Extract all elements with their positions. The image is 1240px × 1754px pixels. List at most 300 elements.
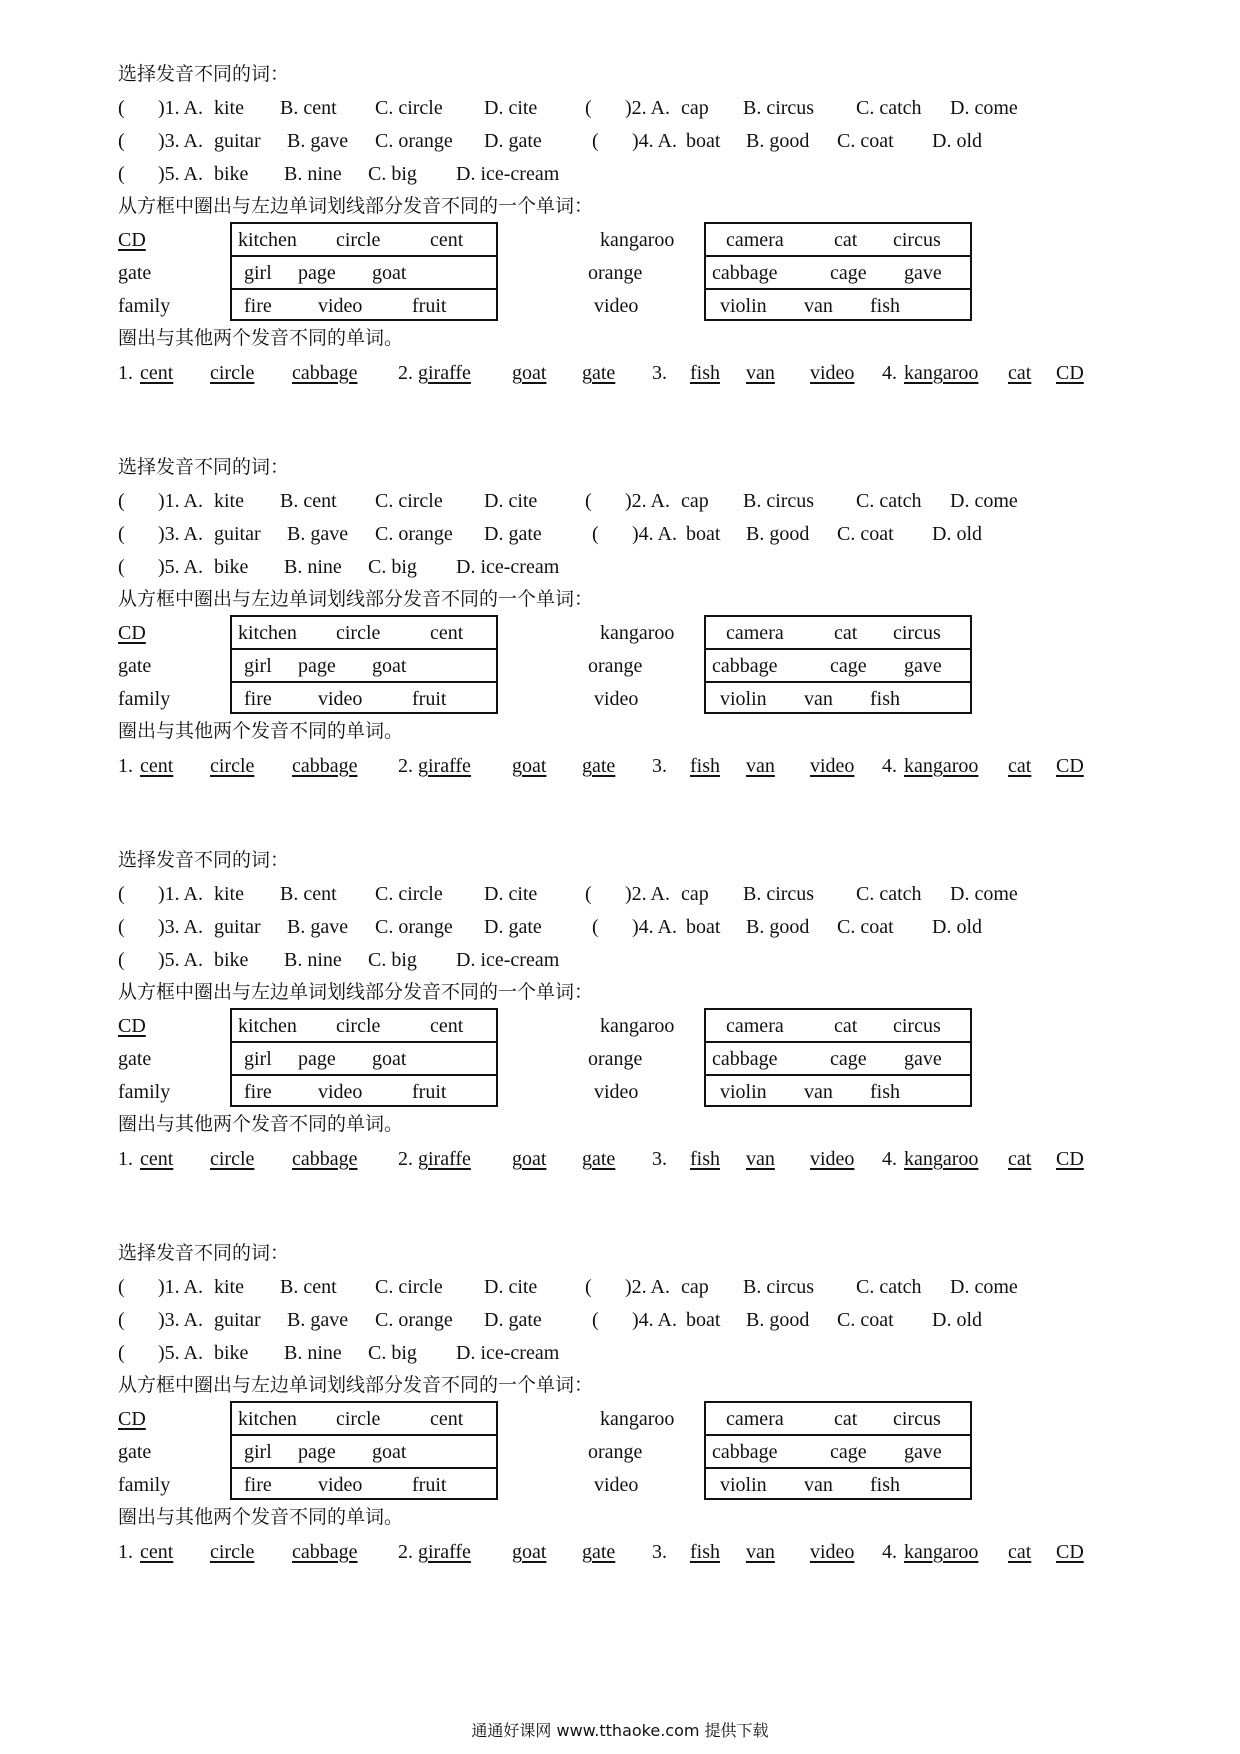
- option-c: C. catch: [856, 490, 922, 512]
- box-divider: [704, 255, 972, 257]
- box-word: violin: [720, 1474, 767, 1496]
- box-right-label: video: [594, 1081, 639, 1103]
- option-a: bike: [214, 556, 249, 578]
- circle-word: cat: [1008, 755, 1032, 777]
- option-b: B. nine: [284, 949, 342, 971]
- box-word: cat: [834, 1015, 858, 1037]
- option-d: D. cite: [484, 1276, 538, 1298]
- option-d: D. ice-cream: [456, 556, 560, 578]
- circle-word: fish: [690, 1541, 720, 1563]
- box-divider: [230, 288, 498, 290]
- box-divider: [704, 1074, 972, 1076]
- group-number: 3.: [652, 1148, 667, 1170]
- option-c: C. circle: [375, 1276, 443, 1298]
- option-b: B. good: [746, 1309, 810, 1331]
- box-left-label: CD: [118, 622, 146, 644]
- option-b: B. gave: [287, 1309, 349, 1331]
- box-word: fire: [244, 1081, 272, 1103]
- circle-word: fish: [690, 362, 720, 384]
- option-d: D. come: [950, 97, 1018, 119]
- instruction-box: 从方框中圈出与左边单词划线部分发音不同的一个单词：: [118, 195, 594, 217]
- box-word: fruit: [412, 1474, 447, 1496]
- answer-paren: (: [118, 556, 125, 578]
- instruction-circle: 圈出与其他两个发音不同的单词。: [118, 720, 404, 742]
- question-number: )5. A.: [158, 163, 203, 185]
- box-word: cat: [834, 622, 858, 644]
- box-word: girl: [244, 1441, 272, 1463]
- answer-paren: (: [118, 97, 125, 119]
- box-word: van: [804, 688, 833, 710]
- option-c: C. coat: [837, 523, 894, 545]
- circle-word: van: [746, 362, 775, 384]
- box-divider: [704, 681, 972, 683]
- circle-word: giraffe: [418, 1148, 471, 1170]
- answer-paren: (: [592, 1309, 599, 1331]
- box-word: goat: [372, 262, 407, 284]
- option-d: D. gate: [484, 130, 542, 152]
- box-right-label: orange: [588, 655, 643, 677]
- option-b: B. gave: [287, 916, 349, 938]
- box-word: fish: [870, 1474, 900, 1496]
- option-a: boat: [686, 523, 721, 545]
- circle-word: video: [810, 1148, 855, 1170]
- box-right-label: kangaroo: [600, 622, 675, 644]
- question-number: )5. A.: [158, 1342, 203, 1364]
- question-number: )5. A.: [158, 949, 203, 971]
- box-word: cabbage: [712, 655, 778, 677]
- box-divider: [230, 681, 498, 683]
- box-word: cage: [830, 1441, 867, 1463]
- circle-word: cabbage: [292, 1541, 358, 1563]
- circle-word: cent: [140, 755, 174, 777]
- question-number: )4. A.: [632, 130, 677, 152]
- circle-word: cent: [140, 1541, 174, 1563]
- box-word: cage: [830, 1048, 867, 1070]
- box-word: gave: [904, 1441, 942, 1463]
- option-a: kite: [214, 883, 244, 905]
- question-number: )5. A.: [158, 556, 203, 578]
- group-number: 4.: [882, 755, 897, 777]
- box-left-label: CD: [118, 1408, 146, 1430]
- box-right-label: orange: [588, 1048, 643, 1070]
- option-b: B. cent: [280, 1276, 337, 1298]
- box-word: fruit: [412, 1081, 447, 1103]
- option-c: C. coat: [837, 1309, 894, 1331]
- question-number: )3. A.: [158, 916, 203, 938]
- instruction-choose: 选择发音不同的词：: [118, 849, 290, 871]
- instruction-circle: 圈出与其他两个发音不同的单词。: [118, 1113, 404, 1135]
- circle-word: cent: [140, 362, 174, 384]
- worksheet-section-1: [0, 0, 1240, 384]
- option-b: B. cent: [280, 490, 337, 512]
- circle-word: gate: [582, 1148, 616, 1170]
- circle-word: CD: [1056, 755, 1084, 777]
- box-left-label: family: [118, 1081, 171, 1103]
- box-word: cent: [430, 1408, 464, 1430]
- option-c: C. circle: [375, 97, 443, 119]
- circle-word: goat: [512, 362, 547, 384]
- option-c: C. catch: [856, 97, 922, 119]
- circle-word: gate: [582, 1541, 616, 1563]
- circle-word: cabbage: [292, 1148, 358, 1170]
- box-divider: [230, 1041, 498, 1043]
- box-word: cabbage: [712, 262, 778, 284]
- box-word: fire: [244, 1474, 272, 1496]
- option-d: D. cite: [484, 883, 538, 905]
- circle-word: cat: [1008, 362, 1032, 384]
- group-number: 4.: [882, 1148, 897, 1170]
- group-number: 3.: [652, 1541, 667, 1563]
- option-c: C. orange: [375, 916, 453, 938]
- option-d: D. come: [950, 883, 1018, 905]
- circle-word: cabbage: [292, 755, 358, 777]
- option-a: guitar: [214, 1309, 261, 1331]
- option-a: boat: [686, 916, 721, 938]
- option-d: D. gate: [484, 523, 542, 545]
- box-word: goat: [372, 655, 407, 677]
- circle-word: fish: [690, 755, 720, 777]
- box-word: cat: [834, 229, 858, 251]
- box-word: girl: [244, 655, 272, 677]
- option-d: D. ice-cream: [456, 949, 560, 971]
- group-number: 2.: [398, 362, 413, 384]
- option-a: kite: [214, 490, 244, 512]
- question-number: )1. A.: [158, 883, 203, 905]
- question-number: )3. A.: [158, 523, 203, 545]
- box-word: video: [318, 688, 363, 710]
- circle-word: circle: [210, 755, 255, 777]
- box-left-label: family: [118, 688, 171, 710]
- option-a: boat: [686, 1309, 721, 1331]
- box-word: page: [298, 1048, 336, 1070]
- box-divider: [704, 1041, 972, 1043]
- option-a: cap: [681, 490, 709, 512]
- box-word: cat: [834, 1408, 858, 1430]
- box-word: fruit: [412, 295, 447, 317]
- group-number: 4.: [882, 362, 897, 384]
- box-word: cent: [430, 622, 464, 644]
- question-number: )1. A.: [158, 1276, 203, 1298]
- option-d: D. old: [932, 1309, 982, 1331]
- answer-paren: (: [118, 130, 125, 152]
- answer-paren: (: [585, 97, 592, 119]
- box-word: cent: [430, 229, 464, 251]
- group-number: 2.: [398, 1148, 413, 1170]
- option-b: B. cent: [280, 97, 337, 119]
- box-divider: [230, 648, 498, 650]
- box-word: violin: [720, 295, 767, 317]
- option-b: B. gave: [287, 523, 349, 545]
- circle-word: cat: [1008, 1541, 1032, 1563]
- option-a: kite: [214, 1276, 244, 1298]
- option-d: D. cite: [484, 97, 538, 119]
- box-word: van: [804, 1081, 833, 1103]
- box-divider: [230, 1467, 498, 1469]
- answer-paren: (: [118, 883, 125, 905]
- box-word: circle: [336, 622, 381, 644]
- box-divider: [230, 1074, 498, 1076]
- box-word: kitchen: [238, 229, 297, 251]
- question-number: )4. A.: [632, 523, 677, 545]
- option-b: B. circus: [743, 490, 815, 512]
- instruction-circle: 圈出与其他两个发音不同的单词。: [118, 327, 404, 349]
- answer-paren: (: [592, 130, 599, 152]
- option-c: C. orange: [375, 1309, 453, 1331]
- box-divider: [704, 1434, 972, 1436]
- option-d: D. old: [932, 523, 982, 545]
- worksheet-section-4: [0, 1179, 1240, 1563]
- option-a: guitar: [214, 523, 261, 545]
- circle-word: giraffe: [418, 362, 471, 384]
- box-word: cabbage: [712, 1048, 778, 1070]
- box-word: girl: [244, 262, 272, 284]
- worksheet-section-3: [0, 786, 1240, 1170]
- box-divider: [230, 1434, 498, 1436]
- circle-word: CD: [1056, 1541, 1084, 1563]
- instruction-choose: 选择发音不同的词：: [118, 456, 290, 478]
- box-divider: [704, 648, 972, 650]
- circle-word: giraffe: [418, 755, 471, 777]
- box-word: camera: [726, 1408, 784, 1430]
- circle-word: video: [810, 755, 855, 777]
- instruction-circle: 圈出与其他两个发音不同的单词。: [118, 1506, 404, 1528]
- box-right-label: kangaroo: [600, 229, 675, 251]
- option-c: C. orange: [375, 523, 453, 545]
- answer-paren: (: [592, 523, 599, 545]
- option-c: C. orange: [375, 130, 453, 152]
- option-b: B. circus: [743, 883, 815, 905]
- answer-paren: (: [118, 523, 125, 545]
- circle-word: cent: [140, 1148, 174, 1170]
- box-word: circle: [336, 1015, 381, 1037]
- circle-word: circle: [210, 1541, 255, 1563]
- box-word: gave: [904, 262, 942, 284]
- answer-paren: (: [118, 1276, 125, 1298]
- answer-paren: (: [118, 490, 125, 512]
- question-number: )2. A.: [625, 490, 670, 512]
- option-b: B. nine: [284, 556, 342, 578]
- worksheet-section-2: [0, 393, 1240, 777]
- option-d: D. gate: [484, 916, 542, 938]
- option-a: cap: [681, 883, 709, 905]
- answer-paren: (: [592, 916, 599, 938]
- circle-word: kangaroo: [904, 1541, 979, 1563]
- box-word: fire: [244, 688, 272, 710]
- option-c: C. big: [368, 1342, 417, 1364]
- option-a: bike: [214, 949, 249, 971]
- question-number: )3. A.: [158, 1309, 203, 1331]
- box-left-label: CD: [118, 1015, 146, 1037]
- option-a: cap: [681, 1276, 709, 1298]
- box-right-label: kangaroo: [600, 1015, 675, 1037]
- box-word: fish: [870, 295, 900, 317]
- circle-word: goat: [512, 1148, 547, 1170]
- box-word: fruit: [412, 688, 447, 710]
- option-d: D. gate: [484, 1309, 542, 1331]
- box-word: van: [804, 295, 833, 317]
- box-word: van: [804, 1474, 833, 1496]
- box-left-label: gate: [118, 1048, 152, 1070]
- box-word: page: [298, 655, 336, 677]
- option-a: guitar: [214, 130, 261, 152]
- option-b: B. circus: [743, 97, 815, 119]
- circle-word: cabbage: [292, 362, 358, 384]
- group-number: 1.: [118, 362, 133, 384]
- option-d: D. come: [950, 490, 1018, 512]
- box-word: camera: [726, 1015, 784, 1037]
- answer-paren: (: [585, 1276, 592, 1298]
- box-word: violin: [720, 1081, 767, 1103]
- circle-word: fish: [690, 1148, 720, 1170]
- box-word: gave: [904, 655, 942, 677]
- box-word: kitchen: [238, 622, 297, 644]
- box-left-label: CD: [118, 229, 146, 251]
- footer-source: 通通好课网 www.tthaoke.com 提供下载: [471, 1721, 769, 1740]
- option-a: guitar: [214, 916, 261, 938]
- option-c: C. catch: [856, 1276, 922, 1298]
- option-b: B. circus: [743, 1276, 815, 1298]
- circle-word: video: [810, 362, 855, 384]
- box-left-label: gate: [118, 655, 152, 677]
- circle-word: gate: [582, 362, 616, 384]
- circle-word: van: [746, 755, 775, 777]
- question-number: )1. A.: [158, 490, 203, 512]
- circle-word: kangaroo: [904, 1148, 979, 1170]
- instruction-choose: 选择发音不同的词：: [118, 63, 290, 85]
- box-word: circle: [336, 1408, 381, 1430]
- circle-word: goat: [512, 1541, 547, 1563]
- box-word: video: [318, 1081, 363, 1103]
- answer-paren: (: [585, 883, 592, 905]
- instruction-box: 从方框中圈出与左边单词划线部分发音不同的一个单词：: [118, 981, 594, 1003]
- group-number: 4.: [882, 1541, 897, 1563]
- question-number: )2. A.: [625, 1276, 670, 1298]
- instruction-box: 从方框中圈出与左边单词划线部分发音不同的一个单词：: [118, 1374, 594, 1396]
- box-word: cent: [430, 1015, 464, 1037]
- box-right-label: orange: [588, 1441, 643, 1463]
- option-b: B. good: [746, 523, 810, 545]
- box-word: circus: [893, 622, 941, 644]
- option-a: boat: [686, 130, 721, 152]
- box-left-label: gate: [118, 262, 152, 284]
- circle-word: gate: [582, 755, 616, 777]
- box-word: fish: [870, 688, 900, 710]
- circle-word: giraffe: [418, 1541, 471, 1563]
- question-number: )2. A.: [625, 97, 670, 119]
- group-number: 1.: [118, 755, 133, 777]
- option-d: D. old: [932, 916, 982, 938]
- box-word: video: [318, 295, 363, 317]
- answer-paren: (: [118, 163, 125, 185]
- box-word: fish: [870, 1081, 900, 1103]
- answer-paren: (: [585, 490, 592, 512]
- box-word: video: [318, 1474, 363, 1496]
- box-word: gave: [904, 1048, 942, 1070]
- box-word: cage: [830, 655, 867, 677]
- answer-paren: (: [118, 949, 125, 971]
- circle-word: goat: [512, 755, 547, 777]
- option-a: bike: [214, 1342, 249, 1364]
- box-left-label: family: [118, 1474, 171, 1496]
- question-number: )4. A.: [632, 916, 677, 938]
- option-c: C. circle: [375, 883, 443, 905]
- circle-word: van: [746, 1541, 775, 1563]
- option-c: C. big: [368, 163, 417, 185]
- box-word: cabbage: [712, 1441, 778, 1463]
- box-word: kitchen: [238, 1015, 297, 1037]
- option-d: D. come: [950, 1276, 1018, 1298]
- option-b: B. nine: [284, 1342, 342, 1364]
- box-word: fire: [244, 295, 272, 317]
- question-number: )1. A.: [158, 97, 203, 119]
- option-c: C. catch: [856, 883, 922, 905]
- question-number: )4. A.: [632, 1309, 677, 1331]
- option-a: cap: [681, 97, 709, 119]
- box-left-label: gate: [118, 1441, 152, 1463]
- circle-word: circle: [210, 1148, 255, 1170]
- box-word: circle: [336, 229, 381, 251]
- option-a: bike: [214, 163, 249, 185]
- option-d: D. ice-cream: [456, 163, 560, 185]
- group-number: 3.: [652, 362, 667, 384]
- option-c: C. coat: [837, 130, 894, 152]
- circle-word: cat: [1008, 1148, 1032, 1170]
- box-right-label: orange: [588, 262, 643, 284]
- box-divider: [704, 288, 972, 290]
- option-c: C. big: [368, 556, 417, 578]
- box-right-label: video: [594, 688, 639, 710]
- box-left-label: family: [118, 295, 171, 317]
- box-word: cage: [830, 262, 867, 284]
- circle-word: van: [746, 1148, 775, 1170]
- option-b: B. good: [746, 916, 810, 938]
- circle-word: circle: [210, 362, 255, 384]
- box-divider: [704, 1467, 972, 1469]
- box-word: violin: [720, 688, 767, 710]
- option-b: B. nine: [284, 163, 342, 185]
- option-d: D. old: [932, 130, 982, 152]
- group-number: 2.: [398, 1541, 413, 1563]
- box-word: camera: [726, 229, 784, 251]
- option-b: B. gave: [287, 130, 349, 152]
- answer-paren: (: [118, 916, 125, 938]
- circle-word: CD: [1056, 1148, 1084, 1170]
- answer-paren: (: [118, 1342, 125, 1364]
- circle-word: video: [810, 1541, 855, 1563]
- box-word: circus: [893, 1408, 941, 1430]
- circle-word: kangaroo: [904, 755, 979, 777]
- circle-word: CD: [1056, 362, 1084, 384]
- group-number: 3.: [652, 755, 667, 777]
- option-c: C. coat: [837, 916, 894, 938]
- box-word: kitchen: [238, 1408, 297, 1430]
- instruction-choose: 选择发音不同的词：: [118, 1242, 290, 1264]
- option-a: kite: [214, 97, 244, 119]
- box-divider: [230, 255, 498, 257]
- box-right-label: video: [594, 295, 639, 317]
- box-word: page: [298, 262, 336, 284]
- box-word: goat: [372, 1441, 407, 1463]
- box-right-label: kangaroo: [600, 1408, 675, 1430]
- option-d: D. ice-cream: [456, 1342, 560, 1364]
- box-right-label: video: [594, 1474, 639, 1496]
- option-b: B. cent: [280, 883, 337, 905]
- box-word: camera: [726, 622, 784, 644]
- box-word: page: [298, 1441, 336, 1463]
- question-number: )3. A.: [158, 130, 203, 152]
- group-number: 1.: [118, 1541, 133, 1563]
- option-d: D. cite: [484, 490, 538, 512]
